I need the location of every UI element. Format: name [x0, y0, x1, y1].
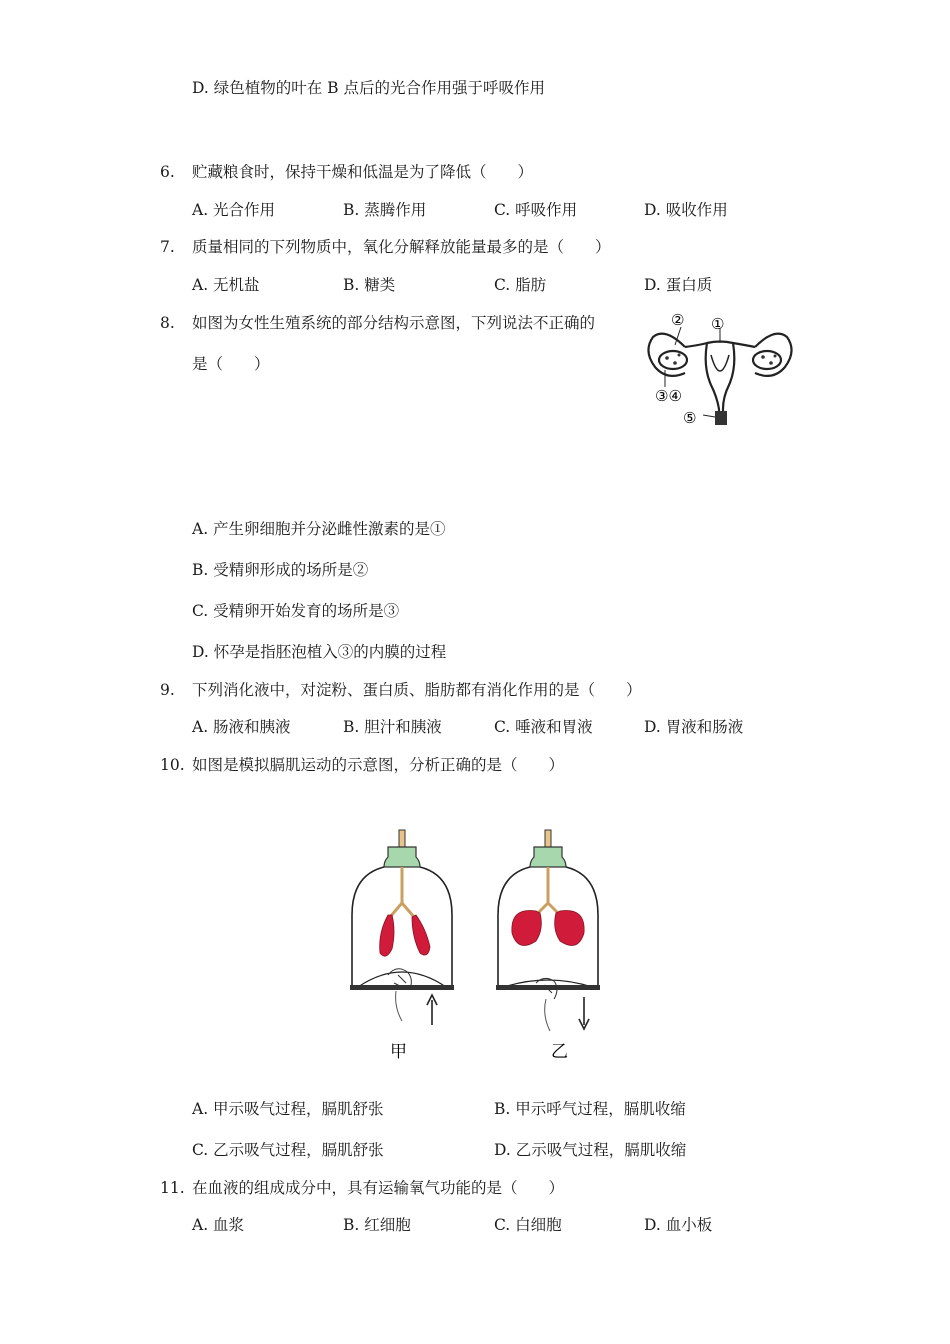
label-3-4: ③④: [655, 387, 682, 405]
q11-option-d: D. 血小板: [644, 1216, 713, 1234]
q8-option-c: C. 受精卵开始发育的场所是③: [192, 602, 400, 620]
q8-option-b: B. 受精卵形成的场所是②: [192, 561, 369, 579]
q11-option-b: B. 红细胞: [343, 1216, 411, 1234]
q8-stem-line2: 是（ ）: [192, 355, 270, 373]
label-2: ②: [671, 311, 685, 329]
q6-option-b: B. 蒸腾作用: [343, 201, 427, 219]
q7-option-a: A. 无机盐: [192, 276, 260, 294]
q7-stem: 质量相同的下列物质中，氧化分解释放能量最多的是（ ）: [192, 238, 611, 256]
q10-stem: 如图是模拟膈肌运动的示意图，分析正确的是（ ）: [192, 756, 565, 774]
label-1: ①: [711, 315, 725, 333]
female-reproductive-system-diagram: [645, 305, 795, 430]
q7-option-d: D. 蛋白质: [644, 276, 713, 294]
q6-option-c: C. 呼吸作用: [494, 201, 578, 219]
q6-stem: 贮藏粮食时，保持干燥和低温是为了降低（ ）: [192, 163, 534, 181]
q7-number: 7.: [160, 238, 175, 256]
q8-number: 8.: [160, 314, 175, 332]
q10-option-d: D. 乙示吸气过程，膈肌收缩: [494, 1141, 687, 1159]
q8-option-a: A. 产生卵细胞并分泌雌性激素的是①: [192, 520, 446, 538]
q7-option-c: C. 脂肪: [494, 276, 547, 294]
q10-option-c: C. 乙示吸气过程，膈肌舒张: [192, 1141, 384, 1159]
q11-stem: 在血液的组成成分中，具有运输氧气功能的是（ ）: [192, 1179, 565, 1197]
jar-jia: [350, 830, 454, 1025]
q9-option-d: D. 胃液和肠液: [644, 718, 744, 736]
label-yi: 乙: [551, 1042, 568, 1062]
q5-option-d: D. 绿色植物的叶在 B 点后的光合作用强于呼吸作用: [192, 79, 545, 97]
q9-stem: 下列消化液中，对淀粉、蛋白质、脂肪都有消化作用的是（ ）: [192, 681, 642, 699]
label-jia: 甲: [390, 1042, 407, 1062]
q8-option-d: D. 怀孕是指胚泡植入③的内膜的过程: [192, 643, 447, 661]
q7-option-b: B. 糖类: [343, 276, 396, 294]
q10-option-a: A. 甲示吸气过程，膈肌舒张: [192, 1100, 384, 1118]
diaphragm-model-diagram: [340, 825, 610, 1070]
q9-option-c: C. 唾液和胃液: [494, 718, 593, 736]
q11-number: 11.: [160, 1179, 185, 1197]
q10-number: 10.: [160, 756, 185, 774]
q8-stem-line1: 如图为女性生殖系统的部分结构示意图，下列说法不正确的: [192, 314, 596, 332]
q9-option-b: B. 胆汁和胰液: [343, 718, 442, 736]
q11-option-c: C. 白细胞: [494, 1216, 562, 1234]
q6-option-d: D. 吸收作用: [644, 201, 728, 219]
jar-yi: [496, 830, 600, 1031]
q6-number: 6.: [160, 163, 175, 181]
q11-option-a: A. 血浆: [192, 1216, 245, 1234]
q6-option-a: A. 光合作用: [192, 201, 276, 219]
label-5: ⑤: [683, 409, 697, 427]
q9-option-a: A. 肠液和胰液: [192, 718, 291, 736]
q9-number: 9.: [160, 681, 175, 699]
q10-option-b: B. 甲示呼气过程，膈肌收缩: [494, 1100, 686, 1118]
